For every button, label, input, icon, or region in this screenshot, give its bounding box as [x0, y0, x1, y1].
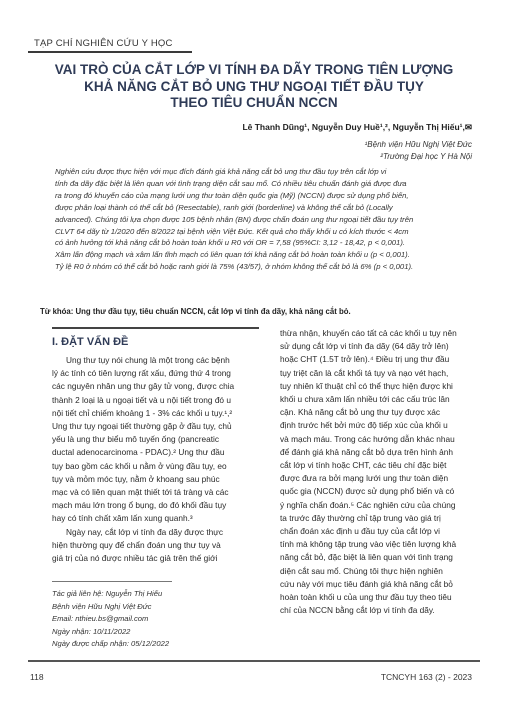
body-line: cắt lớp vi tính hoặc CHT, các tiêu chí đặc biệt	[280, 460, 447, 471]
body-line: khối u chưa xâm lấn nhiều tới các cấu trúc lân	[280, 394, 450, 405]
body-line: ý nghĩa chẩn đoán.⁵ Các nghiên cứu của chúng	[280, 499, 456, 510]
abstract-line: CLVT 64 dãy từ 1/2020 đến 8/2022 tại bệnh viện Việt Đức. Kết quả cho thấy khối u có kích thước < 4cm	[55, 226, 409, 236]
body-line: giá trị của nó được nhiều tác giả trên thế giới	[52, 553, 218, 564]
body-line: năng cắt bỏ, đặc biệt là liên quan với tình trạng	[280, 552, 453, 563]
body-line: diện cắt sau mổ. Chúng tôi thực hiện nghiên	[280, 565, 443, 576]
author-notes	[52, 588, 169, 651]
abstract-line: tính đa dãy đặc biệt là liên quan với tình trạng diện cắt sau mổ. Có nhiều tiêu chuẩn đánh giá được đưa	[55, 178, 407, 188]
body-line: mạc và có liên quan mật thiết tới tá tràng và các	[52, 487, 229, 498]
title-line: THEO TIÊU CHUẨN NCCN	[170, 95, 338, 110]
body-line: yếu là ung thư biểu mô tuyến ống (pancreatic	[52, 434, 219, 445]
keywords: Từ khóa: Ung thư đầu tụy, tiêu chuẩn NCCN, cắt lớp vi tính đa dãy, khả năng cắt bỏ.	[40, 307, 351, 316]
abstract-line: advanced). Chúng tôi lựa chọn được 105 bệnh nhân (BN) được chẩn đoán ung thư ngoại tiết đầu tụy trên	[55, 214, 414, 224]
body-line: định trước hết bởi mức độ tiếp xúc của khối u	[280, 420, 448, 431]
accepted-date: Ngày được chấp nhận: 05/12/2022	[52, 639, 170, 648]
body-line: quốc gia (NCCN) được sử dụng phổ biến và có	[280, 486, 455, 497]
body-line: hay có tính chất xâm lấn xung quanh.³	[52, 513, 193, 524]
abstract-line: Xâm lấn động mạch và xâm lấn tĩnh mạch có liên quan tới khả năng cắt bỏ hoàn toàn khối u (p < 0,001).	[55, 250, 410, 260]
body-line: hiện thường quy để chẩn đoán ung thư tụy và	[52, 539, 221, 550]
page-number: 118	[30, 672, 44, 682]
article-title	[40, 62, 468, 112]
body-line: tụy bao gồm các khối u nằm ở vùng đầu tụy, eo	[52, 460, 227, 471]
affiliation-1: ¹Bệnh viện Hữu Nghị Việt Đức	[364, 140, 472, 149]
body-line: tuy nhiên kĩ thuật chỉ có thể thực hiện được khi	[280, 380, 453, 391]
body-line: ductal adenocarcinoma - PDAC).² Ung thư đầu	[52, 447, 225, 458]
body-line: cận. Khả năng cắt bỏ ung thư tụy được xác	[280, 407, 440, 418]
abstract	[55, 166, 472, 273]
section-rule	[52, 327, 259, 329]
section-heading: I. ĐẶT VẤN ĐỀ	[52, 336, 129, 348]
received-date: Ngày nhận: 10/11/2022	[52, 626, 131, 636]
body-line: Ung thư tụy ngoại tiết thường gặp ở đầu tụy, chủ	[52, 421, 232, 432]
body-line: hoàn toàn khối u của ung thư đầu tụy theo tiêu	[280, 592, 452, 603]
body-line: ta trước đây thường chỉ tập trung vào giá trị	[280, 512, 441, 523]
body-line: nội tiết chỉ chiếm khoảng 1 - 3% các khối u tụy.¹,²	[52, 407, 233, 418]
footer-rule	[28, 660, 480, 662]
body-line: các nguyên nhân ung thư gây tử vong, được chia	[52, 381, 235, 392]
corresponding-author: Tác giả liên hệ: Nguyễn Thị Hiếu	[52, 589, 163, 598]
body-line: Ung thư tụy nói chung là một trong các bệnh	[66, 355, 230, 365]
journal-issue: TCNCYH 163 (2) - 2023	[380, 672, 472, 682]
body-line: thừa nhận, khuyến cáo tất cả các khối u tụy nên	[280, 328, 457, 338]
body-line: và mạch máu. Trong các hướng dẫn khác nhau	[280, 433, 455, 444]
body-line: hoặc CHT (1.5T trở lên).⁴ Điều trị ung thư đầu	[280, 354, 450, 365]
abstract-line: Nghiên cứu được thực hiện với mục đích đánh giá khả năng cắt bỏ ung thư đầu tụy trên cắt lớp vi	[55, 167, 387, 176]
abstract-line: có ảnh hưởng tới khả năng cắt bỏ hoàn toàn khối u R0 với OR = 7,58 (95%CI: 3,12 - 18,42, p < 0,001).	[55, 238, 406, 248]
corresponding-email: Email: nthieu.bs@gmail.com	[52, 614, 149, 623]
body-line: để đánh giá khả năng cắt bỏ dựa trên hình ảnh	[280, 446, 454, 457]
body-line: tính mà không tập trung vào việc tiên lượng khả	[280, 539, 457, 550]
body-line: được đưa ra bởi mạng lưới ung thư toàn diện	[280, 473, 449, 484]
body-line: Ngày nay, cắt lớp vi tính đa dãy được thực	[66, 526, 223, 537]
body-line: cứu này với mục tiêu đánh giá khả năng cắt bỏ	[280, 578, 453, 589]
body-line: chí của NCCN bằng cắt lớp vi tính đa dãy.	[280, 605, 435, 616]
title-line: KHẢ NĂNG CẮT BỎ UNG THƯ NGOẠI TIẾT ĐẦU TỤY	[84, 78, 424, 94]
title-line: VAI TRÒ CỦA CẮT LỚP VI TÍNH ĐA DÃY TRONG TIÊN LƯỢNG	[54, 62, 454, 77]
body-column-right	[280, 327, 466, 617]
abstract-line: ra trong đó khuyến cáo của mạng lưới ung thư toàn diện quốc gia (Mỹ) (NCCN) được sử dụng phổ biến,	[55, 190, 409, 200]
body-line: tụy và mỏm móc tụy, nằm ở khoang sau phúc	[52, 473, 220, 484]
abstract-line: được phân loại thành có thể cắt bỏ (Resectable), ranh giới (borderline) và không thể cắt bỏ (Locally	[55, 202, 393, 212]
body-line: mạch máu lớn trong ổ bụng, do đó khối đầu tụy	[52, 500, 227, 511]
affiliation-2: ²Trường Đại học Y Hà Nội	[380, 152, 472, 161]
body-line: chẩn đoán xác định u đầu tụy của cắt lớp vi	[280, 526, 440, 537]
body-line: lý ác tính có tiên lượng rất xấu, đứng thứ 4 trong	[52, 368, 231, 379]
body-line: tụy triệt căn là cắt khối tá tụy và nạo vét hạch,	[280, 367, 449, 378]
body-line: thành 2 loại là u ngoại tiết và u nội tiết trong đó u	[52, 394, 231, 405]
body-line: sử dụng cắt lớp vi tính đa dãy (64 dãy trở lên)	[280, 341, 449, 352]
header-rule	[28, 51, 192, 53]
abstract-line: Tỷ lệ R0 ở nhóm có thể cắt bỏ hoặc ranh giới là 75% (43/57), ở nhóm không thể cắt bỏ là 6% (p < 0,001).	[55, 262, 414, 272]
author-list: Lê Thanh Dũng¹, Nguyễn Duy Huề¹,², Nguyễn Thị Hiếu¹,✉	[242, 122, 472, 132]
footnote-rule	[52, 581, 172, 582]
journal-name: TẠP CHÍ NGHIÊN CỨU Y HỌC	[34, 38, 173, 49]
body-column-left	[52, 354, 264, 565]
corresponding-affiliation: Bệnh viện Hữu Nghị Việt Đức	[52, 601, 152, 611]
